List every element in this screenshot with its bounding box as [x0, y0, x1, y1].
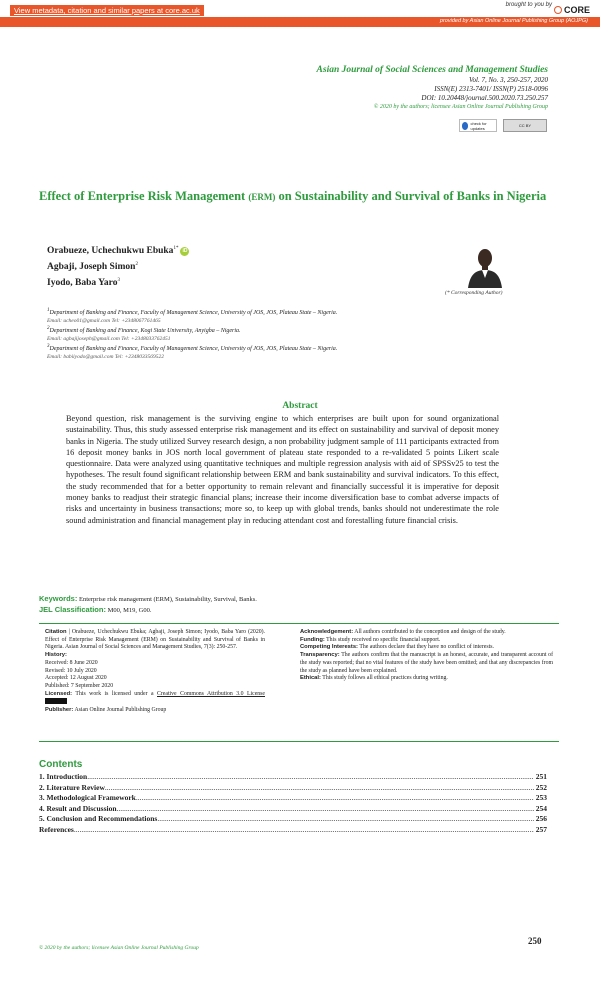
- core-metadata-link[interactable]: View metadata, citation and similar papers at core.ac.uk: [10, 5, 204, 16]
- journal-copyright: © 2020 by the authors; licensee Asian Online Journal Publishing Group: [373, 104, 548, 110]
- publisher-entry: Publisher: Asian Online Journal Publishing Group: [45, 707, 167, 714]
- abstract-heading: Abstract: [282, 401, 318, 411]
- affiliation-item: $^3$Department of Banking and Finance, Faculty of Management Science, University of JOS, JOS, Plateau State – Nigeria.: [47, 344, 338, 352]
- author-item: Iyodo, Baba Yaro$^3$: [47, 278, 120, 289]
- provided-by-text: provided by Asian Online Journal Publishing Group (AOJPG): [439, 18, 588, 24]
- history-label: History:: [45, 652, 67, 659]
- orcid-icon[interactable]: iD: [182, 248, 188, 255]
- author-item: Orabueze, Uchechukwu Ebuka$^{1*}$ iD: [47, 246, 188, 257]
- cc-license-badge[interactable]: CC BY: [503, 119, 547, 132]
- page-number: 250: [528, 936, 542, 946]
- toc-item[interactable]: 5. Conclusion and Recommendations ..... 256: [39, 814, 547, 825]
- citation-column: [45, 629, 265, 715]
- keywords-line: Keywords: Enterprise risk management (ERM), Sustainability, Survival, Banks.: [39, 594, 257, 603]
- affiliation-email[interactable]: Email: babiiyodo@gmail.com Tel: +2348033569522: [47, 354, 165, 360]
- competing-interests: Competing Interests: The authors declare that they have no conflict of interests.: [300, 644, 494, 651]
- author-item: Agbaji, Joseph Simon$^2$: [47, 262, 138, 273]
- declarations-column: [300, 629, 553, 683]
- toc-item[interactable]: 2. Literature Review ..... 252: [39, 783, 547, 794]
- abstract-text: Beyond question, risk management is the surviving engine to which enterprises are built upon for sound organizational sustainability. Thus, this study assessed enterprise risk management and its effect on sustainability and survival of deposit money banks in Nigeria. The study utilized Survey research design, a non probability judgment sample of 111 participants extracted from 16 deposit money banks in JOS north local government of plateau state responded to a re-validated 5 points Likert scale questionnaire. Data were analyzed using quantitative techniques and multiple regression analysis with aid of SPSSv25 to test the hypotheses. The result found significant relationship between ERM and bank sustainability and survival indicators. To this effect, the study recommended that for a better opportunity to remain relevant and financially successful it is imperative for deposit money banks to readjust their strategic financial plans; increase their income diversification base to combat adverse impacts of risks and uncertainty in business transactions; more so, to keep up with global trends, banks should not underestimate the role sound administration and financial management play in reducing attendant cost and forestalling future financial crisis.: [66, 414, 499, 525]
- license-link[interactable]: Creative Commons Attribution 3.0 License: [157, 690, 266, 697]
- contents-heading: Contents: [39, 759, 83, 770]
- provided-by-bar: [0, 17, 600, 27]
- divider-bottom: [39, 741, 559, 742]
- toc-item[interactable]: 1. Introduction ..... 251: [39, 772, 547, 783]
- journal-issn: ISSN(E) 2313-7401/ ISSN(P) 2518-0096: [434, 85, 548, 93]
- history-accepted: Accepted: 12 August 2020: [45, 675, 107, 682]
- divider-top: [39, 623, 559, 624]
- keywords-block: [39, 594, 257, 616]
- funding: Funding: This study received no specific financial support.: [300, 636, 441, 643]
- footer-copyright: © 2020 by the authors; licensee Asian Online Journal Publishing Group: [39, 945, 199, 951]
- author-photo: [462, 244, 508, 288]
- core-logo[interactable]: CORE: [554, 5, 590, 15]
- affiliation-email[interactable]: Email: ucheo01@gmail.com Tel: +2348067761465: [47, 318, 161, 324]
- paper-title: Effect of Enterprise Risk Management (ERM) on Sustainability and Survival of Banks in Nigeria: [39, 189, 547, 203]
- affiliation-item: $^1$Department of Banking and Finance, Faculty of Management Science, University of JOS, JOS, Plateau State – Nigeria.: [47, 308, 338, 316]
- jel-line: JEL Classification: M00, M19, G00.: [39, 605, 152, 614]
- acknowledgement: Acknowledgement: All authors contributed to the conception and design of the study.: [300, 629, 506, 635]
- toc-item[interactable]: 4. Result and Discussion ..... 254: [39, 804, 547, 815]
- history-published: Published: 7 September 2020: [45, 682, 114, 689]
- affiliations: [47, 307, 432, 361]
- cc-by-icon: [45, 698, 67, 704]
- author-list: [47, 242, 189, 290]
- toc-item[interactable]: References ..... 257: [39, 825, 547, 836]
- check-updates-icon: [462, 122, 468, 130]
- table-of-contents: [39, 772, 547, 836]
- journal-title: Asian Journal of Social Sciences and Management Studies: [316, 65, 548, 75]
- core-logo-icon: [554, 6, 562, 14]
- affiliation-email[interactable]: Email: agbajijoseph@gmail.com Tel: +2348033762451: [47, 336, 171, 342]
- transparency: Transparency: The authors confirm that the manuscript is an honest, accurate, and transparent account of the study was reported; that no vital features of the study have been omitted; and that any discrepancies from the study as planned have been explained.: [300, 652, 553, 674]
- license-entry: Licensed: This work is licensed under a Creative Commons Attribution 3.0 License: [45, 691, 265, 707]
- core-brought-by: brought to you by: [505, 2, 552, 8]
- header-badges: [459, 119, 547, 132]
- citation-entry: Citation | Orabueze, Uchechukwu Ebuka; Agbaji, Joseph Simon; Iyodo, Baba Yaro (2020). Effect of Enterprise Risk Management (ERM) on Sustainability and Survival of Banks in Nigeria. Asian Journal of Social Sciences and Management Studies, 7(3): 250-257.: [45, 629, 265, 651]
- history-revised: Revised: 10 July 2020: [45, 667, 97, 674]
- journal-volume: Vol. 7, No. 3, 250-257, 2020: [469, 76, 548, 84]
- ethical: Ethical: This study follows all ethical practices during writing.: [300, 675, 448, 682]
- history-received: Received: 8 June 2020: [45, 659, 98, 666]
- check-for-updates-badge[interactable]: check for updates: [459, 119, 497, 132]
- affiliation-item: $^2$Department of Banking and Finance, Kogi State University, Anyigba – Nigeria.: [47, 326, 241, 334]
- journal-doi: DOI: 10.20448/journal.500.2020.73.250.257: [421, 94, 548, 102]
- corresponding-author-note: (* Corresponding Author): [445, 290, 503, 296]
- toc-item[interactable]: 3. Methodological Framework ..... 253: [39, 793, 547, 804]
- journal-header: [317, 64, 548, 111]
